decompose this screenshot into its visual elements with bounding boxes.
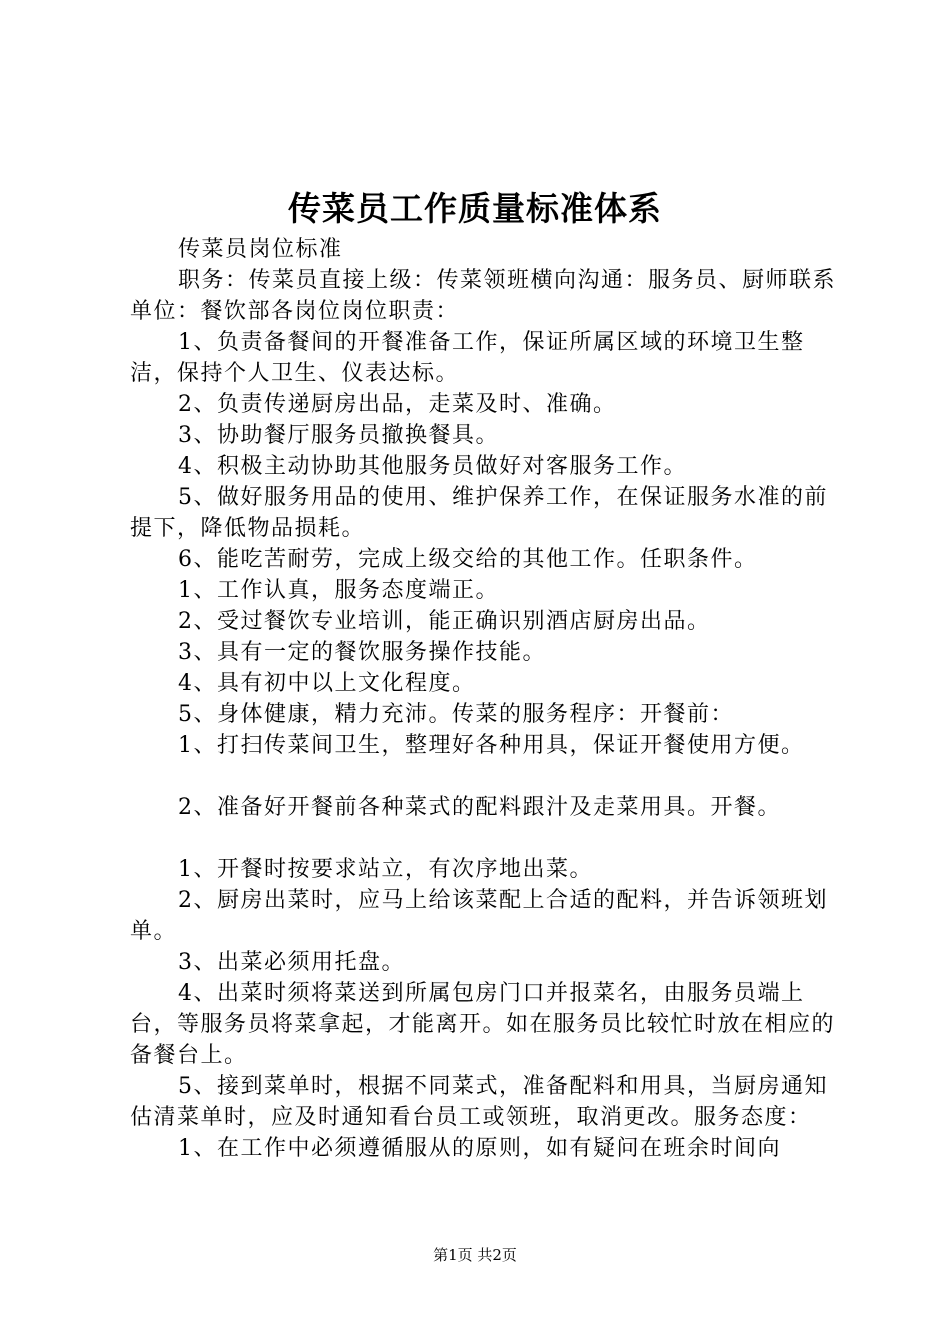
paragraph-11: 3、具有一定的餐饮服务操作技能。 [178,640,546,665]
paragraph-13: 5、身体健康，精力充沛。传菜的服务程序：开餐前： [178,702,734,727]
paragraph-8: 6、能吃苦耐劳，完成上级交给的其他工作。任职条件。 [178,547,758,572]
paragraph-3: 1、负责备餐间的开餐准备工作，保证所属区域的环境卫生整洁，保持个人卫生、仪表达标。 [130,330,805,386]
paragraph-2: 职务：传菜员直接上级：传菜领班横向沟通：服务员、厨师联系单位：餐饮部各岗位岗位职责： [130,268,837,324]
document-body [130,234,850,1164]
paragraph-9: 1、工作认真，服务态度端正。 [178,578,499,603]
paragraph-1: 传菜员岗位标准 [178,237,343,262]
paragraph-12: 4、具有初中以上文化程度。 [178,671,476,696]
paragraph-19: 4、出菜时须将菜送到所属包房门口并报菜名，由服务员端上台，等服务员将菜拿起，才能离开。如在服务员比较忙时放在相应的备餐台上。 [130,981,836,1068]
paragraph-5: 3、协助餐厅服务员撤换餐具。 [178,423,499,448]
page-number-footer: 第1页 共2页 [433,1246,517,1264]
paragraph-6: 4、积极主动协助其他服务员做好对客服务工作。 [178,454,687,479]
paragraph-17: 2、厨房出菜时，应马上给该菜配上合适的配料，并告诉领班划单。 [130,888,828,944]
paragraph-15: 2、准备好开餐前各种菜式的配料跟汁及走菜用具。开餐。 [178,795,781,820]
paragraph-16: 1、开餐时按要求站立，有次序地出菜。 [178,857,593,882]
document-title: 传菜员工作质量标准体系 [288,189,662,228]
paragraph-18: 3、出菜必须用托盘。 [178,950,405,975]
paragraph-4: 2、负责传递厨房出品，走菜及时、准确。 [178,392,617,417]
paragraph-10: 2、受过餐饮专业培训，能正确识别酒店厨房出品。 [178,609,711,634]
paragraph-20: 5、接到菜单时，根据不同菜式，准备配料和用具，当厨房通知估清菜单时，应及时通知看台员工或领班，取消更改。服务态度： [130,1074,828,1130]
paragraph-21: 1、在工作中必须遵循服从的原则，如有疑问在班余时间向 [178,1136,781,1161]
paragraph-14: 1、打扫传菜间卫生，整理好各种用具，保证开餐使用方便。 [178,733,805,758]
paragraph-7: 5、做好服务用品的使用、维护保养工作，在保证服务水准的前提下，降低物品损耗。 [130,485,828,541]
